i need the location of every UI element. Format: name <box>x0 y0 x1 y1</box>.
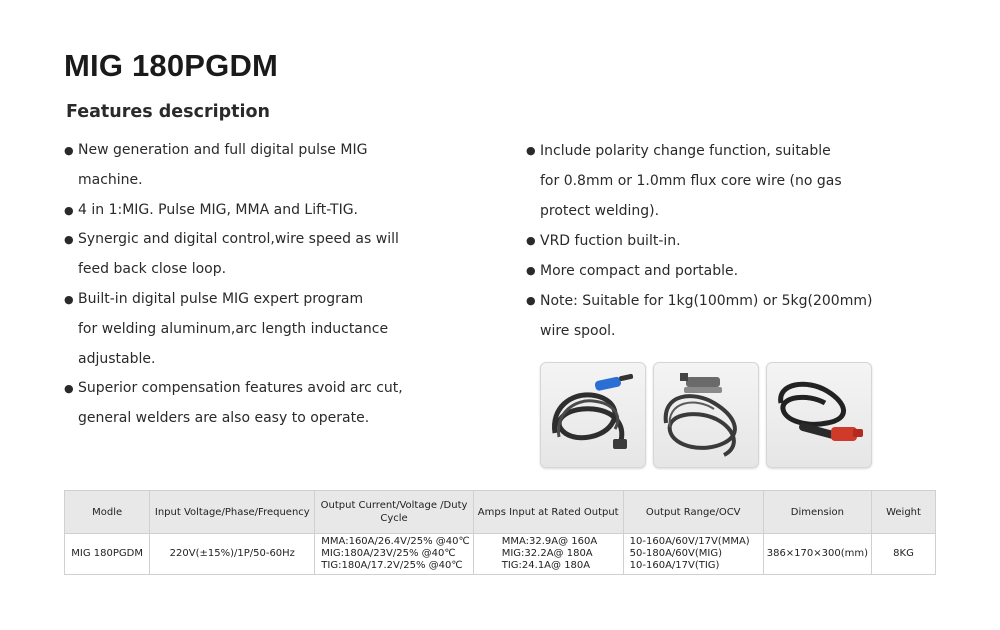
feature-item <box>64 136 484 196</box>
features-list-left <box>64 136 484 434</box>
bullet-icon: ● <box>526 294 536 307</box>
bullet-icon: ● <box>526 144 536 157</box>
feature-item <box>526 286 946 346</box>
feature-line: protect welding). <box>540 203 660 219</box>
cell-weight: 8KG <box>872 534 936 575</box>
feature-line: Built-in digital pulse MIG expert program <box>78 290 364 307</box>
earth-clamp-photo <box>653 362 759 468</box>
bullet-icon: ● <box>64 144 74 157</box>
header-weight: Weight <box>872 491 936 534</box>
feature-item <box>64 225 484 285</box>
feature-line: for 0.8mm or 1.0mm flux core wire (no gas <box>540 173 842 189</box>
range-mma: 10-160A/60V/17V(MMA) <box>629 536 750 547</box>
output-mma: MMA:160A/26.4V/25% @40℃ <box>321 536 470 547</box>
cell-dimension: 386×170×300(mm) <box>763 534 871 575</box>
feature-item <box>64 285 484 374</box>
features-list-right <box>526 136 946 346</box>
page-title: MIG 180PGDM <box>64 48 279 83</box>
range-mig: 50-180A/60V(MIG) <box>629 548 722 559</box>
feature-line: wire spool. <box>540 323 616 339</box>
feature-line: VRD fuction built-in. <box>540 233 681 249</box>
cell-input-voltage: 220V(±15%)/1P/50-60Hz <box>150 534 315 575</box>
header-output-range: Output Range/OCV <box>623 491 763 534</box>
header-model: Modle <box>65 491 150 534</box>
cell-amps-input <box>473 534 623 575</box>
feature-line: New generation and full digital pulse MIG <box>78 142 368 158</box>
cell-model: MIG 180PGDM <box>65 534 150 575</box>
spec-table <box>64 490 936 575</box>
electrode-holder-photo <box>766 362 872 468</box>
amps-mma: MMA:32.9A@ 160A <box>501 536 598 547</box>
feature-line: Synergic and digital control,wire speed as will <box>78 231 399 248</box>
output-tig: TIG:180A/17.2V/25% @40℃ <box>321 560 463 571</box>
feature-line: feed back close loop. <box>78 261 227 278</box>
feature-item <box>526 256 946 286</box>
output-mig: MIG:180A/23V/25% @40℃ <box>321 548 456 559</box>
bullet-icon: ● <box>64 382 74 396</box>
feature-line: for welding aluminum,arc length inductance <box>78 320 389 337</box>
feature-line: Superior compensation features avoid arc cut, <box>78 380 403 397</box>
feature-line: general welders are also easy to operate. <box>78 410 370 427</box>
amps-mig: MIG:32.2A@ 180A <box>501 548 593 559</box>
mig-torch-photo <box>540 362 646 468</box>
feature-item <box>64 374 484 434</box>
feature-line: 4 in 1:MIG. Pulse MIG, MMA and Lift-TIG. <box>78 201 359 218</box>
feature-item <box>526 226 946 256</box>
feature-line: Include polarity change function, suitable <box>540 143 831 159</box>
feature-line: adjustable. <box>78 350 156 367</box>
bullet-icon: ● <box>526 234 536 247</box>
header-output-current: Output Current/Voltage /Duty Cycle <box>315 491 473 534</box>
bullet-icon: ● <box>64 203 74 217</box>
header-input-voltage: Input Voltage/Phase/Frequency <box>150 491 315 534</box>
cell-output-range <box>623 534 763 575</box>
features-heading: Features description <box>66 102 270 122</box>
feature-line: More compact and portable. <box>540 263 739 279</box>
feature-item <box>64 196 484 226</box>
spec-table-header-row <box>65 491 936 534</box>
header-amps-input: Amps Input at Rated Output <box>473 491 623 534</box>
amps-tig: TIG:24.1A@ 180A <box>501 560 591 571</box>
feature-item <box>526 136 946 226</box>
range-tig: 10-160A/17V(TIG) <box>629 560 720 571</box>
bullet-icon: ● <box>526 264 536 277</box>
cell-output-current <box>315 534 473 575</box>
feature-line: Note: Suitable for 1kg(100mm) or 5kg(200mm) <box>540 293 873 309</box>
table-row <box>65 534 936 575</box>
bullet-icon: ● <box>64 233 74 247</box>
feature-line: machine. <box>78 171 143 188</box>
header-dimension: Dimension <box>763 491 871 534</box>
bullet-icon: ● <box>64 292 74 306</box>
